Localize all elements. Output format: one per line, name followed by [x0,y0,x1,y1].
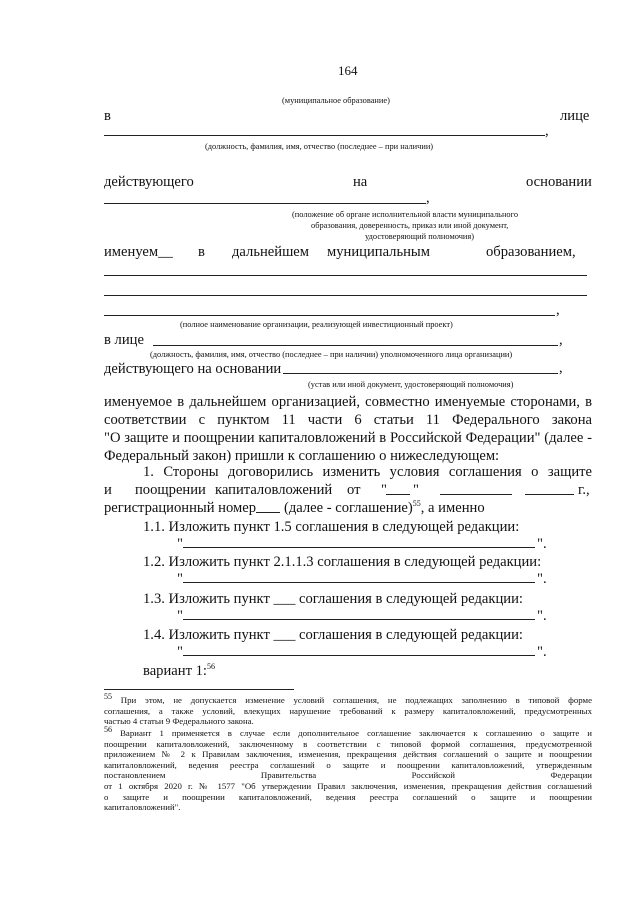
parties-line-4: Федеральный закон) пришли к соглашению о нижеследующем: [104,448,500,464]
parties-line-3: "О защите и поощрении капиталовложений в Российской Федерации" (далее - [104,430,592,446]
footnote-56-line-7: о защите и поощрении капиталовложений, ведения реестра соглашений о защите и поощрении [104,791,592,802]
quote-close: ". [537,644,547,660]
item1-reg-label: регистрационный номер [104,500,257,516]
redaction-line-1-1 [183,547,535,548]
item1-line1: 1. Стороны договорились изменить условия соглашения о защите [143,464,592,480]
parties-line-2: соответствии с пунктом 11 части 6 статьи 11 Федерального закона [104,412,592,428]
municipality-caption: (муниципальное образование) [282,96,390,105]
org-official-line [153,345,558,346]
item1-w-i: и [104,482,112,498]
redaction-line-1-3 [183,619,535,620]
comma: , [556,302,560,318]
item1-year-suffix: г., [578,482,590,498]
redaction-line-1-4 [183,655,535,656]
footnote-56-line-6: от 1 октября 2020 г. № 1577 "Об утверждении Правил заключения, изменения, прекращения действия соглашений [104,780,592,791]
item1-quote-close: " [413,482,419,498]
in-face-label: в лице [104,332,144,348]
quote-close: ". [537,536,547,552]
footnote-55-line-1 [104,692,592,706]
charter-caption: (устав или иной документ, удостоверяющий полномочия) [308,380,514,389]
footnote-56 [104,725,593,813]
footnote-56-line-5: постановлением Правительства Российской Федерации [104,770,592,781]
word-acting: действующего [104,174,194,190]
word-further: дальнейшем [232,244,310,260]
item1-reg-rest [284,499,485,517]
subitem-1-4: 1.4. Изложить пункт ___ соглашения в следующей редакции: [143,627,523,643]
footnote-56-mark: 56 [104,725,112,735]
item1-w-ot: от [347,482,361,498]
org-official-caption: (должность, фамилия, имя, отчество (последнее – при наличии) уполномоченного лица организации) [150,350,513,359]
reg-number-blank [256,512,280,513]
word-named: именуем__ [104,244,173,260]
footnote-55 [104,692,592,727]
quote-open: " [177,608,183,624]
item1-w-investments: капиталовложений [215,482,333,498]
year-blank [525,494,574,495]
quote-close: ". [537,608,547,624]
footnote-55-line-3: частью 4 статьи 9 Федерального закона. [104,716,254,727]
basis-caption-3: удостоверяющий полномочия) [365,232,475,241]
comma: , [559,360,563,376]
quote-open: " [177,536,183,552]
comma: , [426,190,430,206]
word-v: в [104,108,111,124]
footnote-56-text-1: Вариант 1 применяется в случае если дополнительное соглашение заключается к соглашению о защите и [120,728,593,738]
page-number: 164 [338,63,358,78]
footnote-55-line-2: соглашения, а также условий, влекущих нарушение требований к размеру капиталовложений, предусмотренных [104,705,592,716]
subitem-1-1: 1.1. Изложить пункт 1.5 соглашения в следующей редакции: [143,519,520,535]
word-litse: лице [560,108,590,124]
word-na: на [353,174,368,190]
footnote-ref-55: 55 [412,499,421,509]
subitem-1-2: 1.2. Изложить пункт 2.1.1.3 соглашения в следующей редакции: [143,554,542,570]
footnote-56-line-3: приложением № 2 к Правилам заключения, изменения, прекращения действия соглашений о защите и поощрении [104,749,592,760]
variant-text: вариант 1: [143,663,207,679]
quote-close: ". [537,571,547,587]
parties-line-1: именуемое в дальнейшем организацией, совместно именуемые сторонами, в [104,394,592,410]
comma: , [545,123,549,139]
footnote-ref-56: 56 [206,662,215,672]
footnote-56-line-8: капиталовложений". [104,802,181,813]
item1-w-encouragement: поощрении [135,482,206,498]
word-v2: в [198,244,205,260]
quote-open: " [177,644,183,660]
variant-label [143,662,215,680]
official-caption: (должность, фамилия, имя, отчество (последнее – при наличии) [205,142,434,151]
acting-basis-label: действующего на основании [104,361,282,377]
basis-caption-1: (положение об органе исполнительной власти муниципального [292,210,519,219]
footnote-55-text-1: При этом, не допускается изменение условий соглашения, не подлежащих заполнению в типовой форме [120,695,592,705]
org-line-1 [104,275,587,276]
basis-caption-2: образования, доверенность, приказ или иной документ, [311,221,509,230]
namely: , а именно [420,500,485,516]
word-formation: образованием, [486,244,576,260]
redaction-line-1-2 [183,582,535,583]
footnote-55-mark: 55 [104,692,112,702]
subitem-1-3: 1.3. Изложить пункт ___ соглашения в следующей редакции: [143,591,523,607]
footnote-56-line-2: поощрении капиталовложений, заключенному в соответствии с типовой формой соглашения, предусмотренной [104,738,592,749]
comma: , [559,332,563,348]
org-line-2 [104,295,587,296]
word-municipal: муниципальным [327,244,430,260]
item1-quote-open: " [381,482,387,498]
quote-open: " [177,571,183,587]
basis-line [104,203,426,204]
charter-line [283,373,558,374]
org-line-3 [104,315,555,316]
footnote-56-line-4: капиталовложений, ведения реестра соглашений о защите и поощрении капиталовложений, утвержденным [104,759,592,770]
org-caption: (полное наименование организации, реализующей инвестиционный проект) [180,320,453,329]
footnote-separator [104,689,294,690]
agreement-ref: (далее - соглашение) [284,500,413,516]
word-basis: основании [526,174,592,190]
official-name-line [104,135,545,136]
footnote-56-line-1 [104,725,593,739]
month-blank [440,494,512,495]
day-blank [386,494,410,495]
